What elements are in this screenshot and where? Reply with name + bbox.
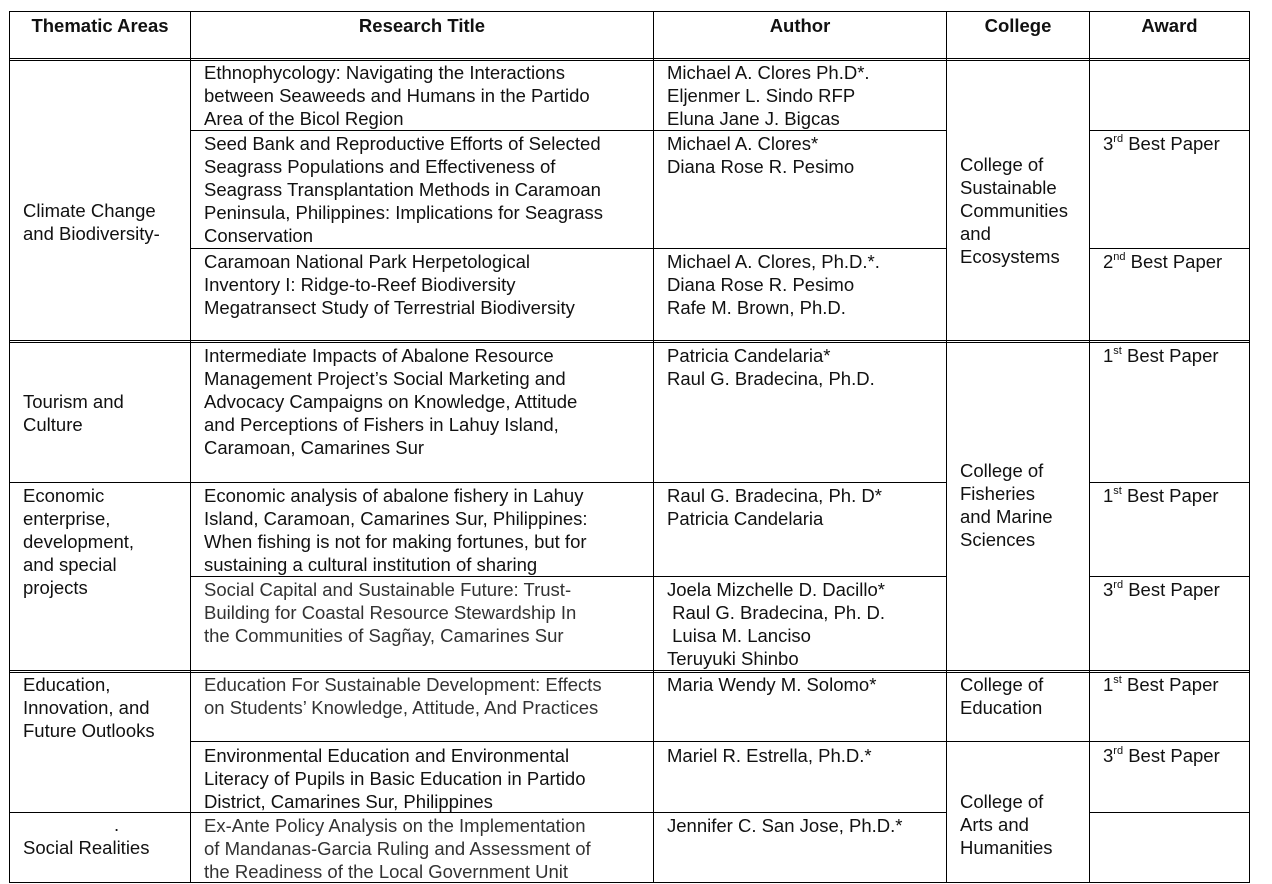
research-title: Ethnophycology: Navigating the Interactions between Seaweeds and Humans in the Partido Area of the Bicol Region [204,62,590,129]
award-label: 1st Best Paper [1103,673,1219,695]
row-divider [9,670,1250,671]
thematic-area-social-dot: . [114,814,120,835]
award-label: 1st Best Paper [1103,484,1219,506]
table-border-top [9,11,1250,12]
research-title: Intermediate Impacts of Abalone Resource Management Project’s Social Marketing and Advocacy Campaigns on Knowledge, Attitude and Perceptions of Fishers in Lahuy Island, Caramoan, Camarines Sur [204,345,578,458]
row-divider [1089,130,1250,131]
award-label: 3rd Best Paper [1103,744,1220,766]
header-divider [9,60,1250,61]
research-title: Environmental Education and Environmental Literacy of Pupils in Basic Education in Partido District, Camarines Sur, Philippines [204,745,586,812]
award-label: 3rd Best Paper [1103,132,1220,154]
author-list: Michael A. Clores, Ph.D.*. Diana Rose R. Pesimo Rafe M. Brown, Ph.D. [667,251,880,318]
research-title: Caramoan National Park Herpetological Inventory I: Ridge-to-Reef Biodiversity Megatransect Study of Terrestrial Biodiversity [204,251,575,318]
header-college: College [984,15,1052,36]
row-divider [1089,482,1250,483]
row-divider [190,248,947,249]
research-title: Social Capital and Sustainable Future: Trust- Building for Coastal Resource Stewardship In the Communities of Sagñay, Camarines Sur [204,579,577,646]
table-border-right [1249,11,1250,883]
table-border-bottom [9,882,1250,883]
award-label: 2nd Best Paper [1103,250,1223,272]
column-divider [653,11,654,883]
row-divider [190,130,947,131]
author-list: Patricia Candelaria* Raul G. Bradecina, Ph.D. [667,345,875,389]
column-divider [190,11,191,883]
row-divider [1089,248,1250,249]
thematic-area-economic: Economic enterprise, development, and special projects [23,485,135,598]
row-divider [1089,576,1250,577]
author-list: Jennifer C. San Jose, Ph.D.* [667,815,903,836]
award-label: 1st Best Paper [1103,344,1219,366]
header-thematic-areas: Thematic Areas [31,15,169,36]
thematic-area-social: Social Realities [23,837,150,858]
author-list: Mariel R. Estrella, Ph.D.* [667,745,872,766]
row-divider [9,340,1250,341]
column-divider [1089,11,1090,883]
header-award: Award [1141,15,1198,36]
college-education: College of Education [960,674,1044,718]
table-border-left [9,11,10,883]
author-list: Raul G. Bradecina, Ph. D* Patricia Candelaria [667,485,882,529]
thematic-area-climate: Climate Change and Biodiversity- [23,200,160,244]
author-list: Michael A. Clores Ph.D*. Eljenmer L. Sindo RFP Eluna Jane J. Bigcas [667,62,870,129]
column-divider [946,11,947,883]
row-divider [9,672,1250,673]
research-title: Education For Sustainable Development: Effects on Students’ Knowledge, Attitude, And Practices [204,674,602,718]
research-title: Ex-Ante Policy Analysis on the Implementation of Mandanas-Garcia Ruling and Assessment of the Readiness of the Local Government Unit [204,815,591,882]
research-title: Seed Bank and Reproductive Efforts of Selected Seagrass Populations and Effectiveness of Seagrass Transplantation Methods in Caramoan Peninsula, Philippines: Implications for Seagrass Conservation [204,133,603,246]
author-list: Maria Wendy M. Solomo* [667,674,877,695]
header-divider [9,58,1250,59]
header-author: Author [769,15,831,36]
row-divider [1089,812,1250,813]
header-research-title: Research Title [358,15,486,36]
row-divider [9,342,1250,343]
college-arts-humanities: College of Arts and Humanities [960,791,1053,858]
row-divider [9,482,947,483]
thematic-area-education: Education, Innovation, and Future Outlooks [23,674,155,741]
award-label: 3rd Best Paper [1103,578,1220,600]
author-list: Michael A. Clores* Diana Rose R. Pesimo [667,133,855,177]
college-fisheries: College of Fisheries and Marine Sciences [960,460,1053,550]
research-title: Economic analysis of abalone fishery in Lahuy Island, Caramoan, Camarines Sur, Philippines: When fishing is not for making fortunes, but for sustaining a cultural institution of sharing [204,485,588,575]
row-divider [190,741,1250,742]
author-list: Joela Mizchelle D. Dacillo* Raul G. Bradecina, Ph. D. Luisa M. Lanciso Teruyuki Shinbo [667,579,885,669]
college-sustainable-communities: College of Sustainable Communities and Ecosystems [960,154,1068,267]
row-divider [190,576,947,577]
thematic-area-tourism: Tourism and Culture [23,391,124,435]
